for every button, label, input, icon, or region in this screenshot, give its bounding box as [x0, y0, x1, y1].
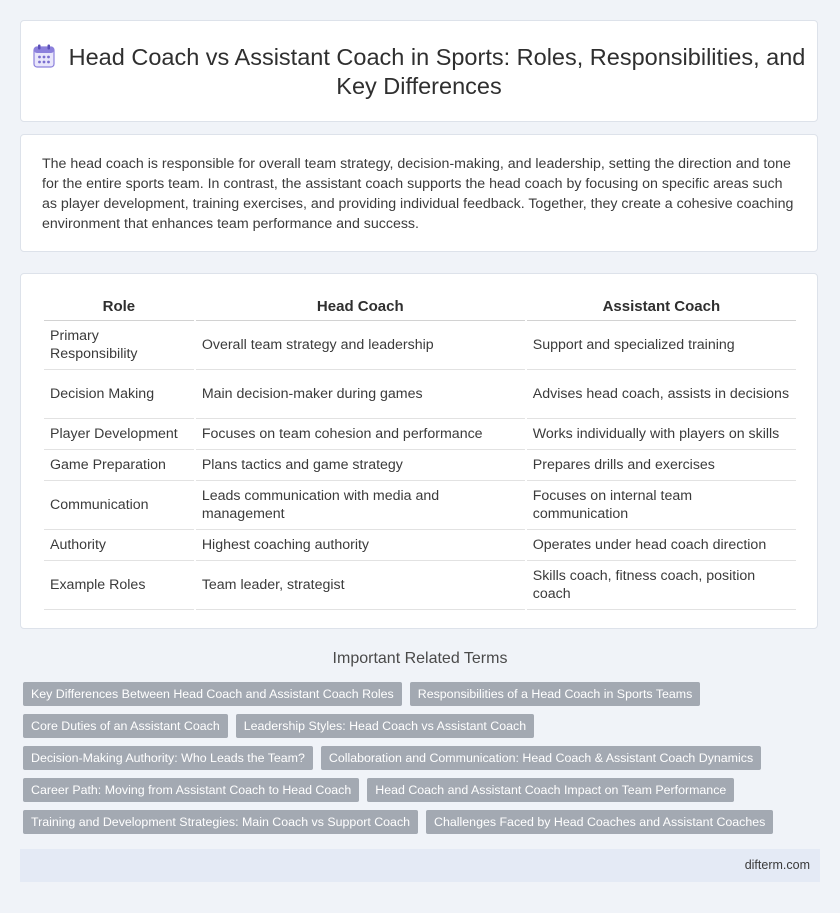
table-cell: Communication: [44, 481, 194, 530]
footer-site-link[interactable]: difterm.com: [744, 858, 810, 872]
related-terms-list: [23, 682, 813, 834]
table-row: [44, 450, 796, 481]
header-role: Role: [44, 293, 194, 321]
table-cell: Game Preparation: [44, 450, 194, 481]
table-cell: Primary Responsibility: [44, 321, 194, 370]
intro-card: [20, 134, 818, 252]
related-term-tag[interactable]: Key Differences Between Head Coach and Assistant Coach Roles: [23, 682, 402, 706]
comparison-card: [20, 273, 818, 629]
table-cell: Focuses on internal team communication: [527, 481, 796, 530]
table-cell: Prepares drills and exercises: [527, 450, 796, 481]
related-term-tag[interactable]: Career Path: Moving from Assistant Coach to Head Coach: [23, 778, 359, 802]
intro-paragraph: The head coach is responsible for overall team strategy, decision-making, and leadership, setting the direction and tone for the entire sports team. In contrast, the assistant coach supports the head coach by focusing on specific areas such as player development, training exercises, and providing individual feedback. Together, they create a cohesive coaching environment that enhances team performance and success.: [42, 156, 794, 232]
table-cell: Overall team strategy and leadership: [196, 321, 525, 370]
related-term-tag[interactable]: Leadership Styles: Head Coach vs Assistant Coach: [236, 714, 534, 738]
related-term-tag[interactable]: Decision-Making Authority: Who Leads the Team?: [23, 746, 313, 770]
table-cell: Operates under head coach direction: [527, 530, 796, 561]
table-cell: Highest coaching authority: [196, 530, 525, 561]
table-row: [44, 530, 796, 561]
title-card: [20, 20, 818, 122]
table-row: [44, 419, 796, 450]
table-cell: Example Roles: [44, 561, 194, 610]
table-row: [44, 321, 796, 370]
table-cell: Authority: [44, 530, 194, 561]
calendar-icon: [33, 44, 55, 68]
table-cell: Skills coach, fitness coach, position coach: [527, 561, 796, 610]
table-cell: Advises head coach, assists in decisions: [527, 370, 796, 419]
related-term-tag[interactable]: Head Coach and Assistant Coach Impact on Team Performance: [367, 778, 734, 802]
table-cell: Main decision-maker during games: [196, 370, 525, 419]
table-row: [44, 481, 796, 530]
comparison-table: [42, 293, 798, 610]
page-title-text: Head Coach vs Assistant Coach in Sports: Roles, Responsibilities, and Key Differences: [68, 44, 806, 99]
related-term-tag[interactable]: Training and Development Strategies: Main Coach vs Support Coach: [23, 810, 418, 834]
table-cell: Decision Making: [44, 370, 194, 419]
table-cell: Focuses on team cohesion and performance: [196, 419, 525, 450]
related-term-tag[interactable]: Responsibilities of a Head Coach in Sports Teams: [410, 682, 701, 706]
header-assistant-coach: Assistant Coach: [527, 293, 796, 321]
table-cell: Player Development: [44, 419, 194, 450]
related-terms-heading: Important Related Terms: [332, 650, 508, 667]
related-term-tag[interactable]: Core Duties of an Assistant Coach: [23, 714, 228, 738]
related-term-tag[interactable]: Challenges Faced by Head Coaches and Assistant Coaches: [426, 810, 773, 834]
table-cell: Team leader, strategist: [196, 561, 525, 610]
table-header-row: [44, 293, 796, 321]
page-title: [21, 43, 817, 101]
table-cell: Leads communication with media and management: [196, 481, 525, 530]
footer: [20, 849, 820, 882]
table-cell: Works individually with players on skills: [527, 419, 796, 450]
related-term-tag[interactable]: Collaboration and Communication: Head Coach & Assistant Coach Dynamics: [321, 746, 761, 770]
table-cell: Support and specialized training: [527, 321, 796, 370]
header-head-coach: Head Coach: [196, 293, 525, 321]
table-row: [44, 561, 796, 610]
table-row: [44, 370, 796, 419]
table-cell: Plans tactics and game strategy: [196, 450, 525, 481]
